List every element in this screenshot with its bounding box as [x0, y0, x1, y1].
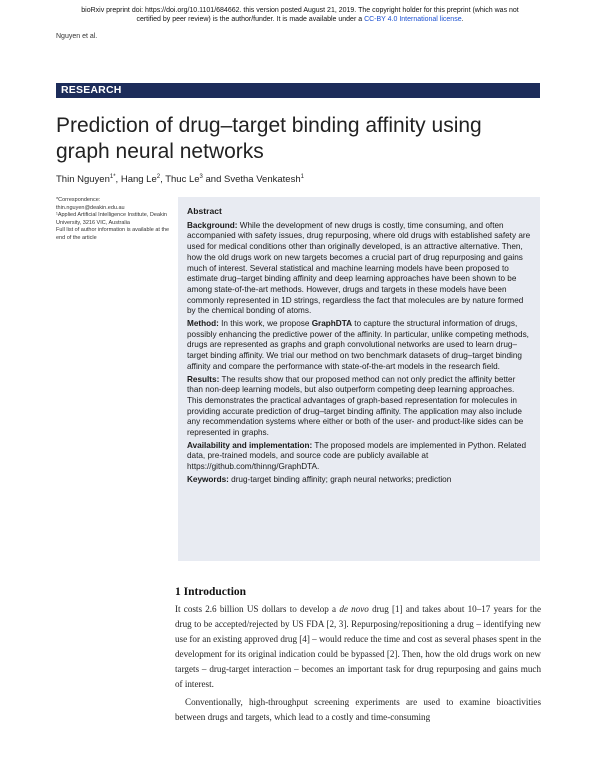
- correspondence-note: [56, 197, 174, 243]
- affiliation-text: ¹Applied Artificial Intelligence Institute, Deakin University, 3216 VIC, Australia: [56, 212, 167, 226]
- intro-paragraph: [175, 602, 541, 692]
- author-affiliation-mark: 2: [156, 174, 161, 180]
- preprint-line-2-text: certified by peer review) is the author/funder. It is made available under a: [136, 16, 365, 23]
- author-list: [56, 174, 304, 185]
- author-name: Hang Le: [120, 174, 157, 186]
- results-text: The results show that our proposed method can not only predict the affinity better than non-deep learning models, but also outperform competing deep learning approaches. This demonstrates the practical advantages of graph-based representation for molecules in providing accurate prediction of drug–target binding affinity. The application may also include any recommendation systems where either or both of the user- and product-like sides can be represented in graphs.: [187, 374, 524, 438]
- author-affiliation-mark: 1*: [109, 174, 116, 180]
- method-text-cont: to capture the structural information of drugs, possibly enhancing the predictive power of the affinity. In particular, unlike competing methods, drugs are represented as graphs and graph convolutional networks are used to learn drug–target binding affinity. We trial our method on two benchmark datasets of drug–target binding affinity and compare the performance with state-of-the-art models in the research field.: [187, 319, 529, 371]
- running-head: Nguyen et al.: [56, 33, 98, 40]
- background-label: Background:: [187, 220, 238, 230]
- abstract-availability: [187, 441, 531, 473]
- preprint-notice: [0, 6, 600, 24]
- abstract-results: [187, 375, 531, 439]
- intro-paragraph: Conventionally, high-throughput screening experiments are used to examine bioactivities between drugs and targets, which lead to a costly and time-consuming: [175, 697, 541, 722]
- keywords-text: drug-target binding affinity; graph neural networks; prediction: [228, 474, 452, 484]
- intro-italic: de novo: [339, 604, 369, 614]
- author-info-note: Full list of author information is available at the end of the article: [56, 227, 170, 241]
- abstract-box: [178, 197, 540, 561]
- preprint-line-2-end: .: [461, 16, 464, 23]
- keywords-label: Keywords:: [187, 474, 229, 484]
- author-separator: ,: [115, 174, 121, 186]
- author-name: Thin Nguyen: [56, 174, 110, 186]
- license-link[interactable]: CC-BY 4.0 International license: [364, 16, 462, 23]
- method-label: Method:: [187, 319, 219, 329]
- preprint-line-2: [0, 15, 600, 24]
- abstract-keywords: [187, 475, 531, 486]
- author-affiliation-mark: 3: [199, 174, 203, 180]
- section-label-bar: [56, 83, 540, 98]
- section-heading-introduction: 1 Introduction: [175, 586, 247, 598]
- abstract-heading: Abstract: [187, 206, 222, 216]
- section-label: RESEARCH: [61, 84, 122, 96]
- availability-text: The proposed models are implemented in Python. Related data, pre-trained models, and source code are publicly available at https://github.com/thinng/GraphDTA.: [187, 440, 527, 472]
- preprint-line-1: bioRxiv preprint doi: https://doi.org/10.1101/684662. this version posted August 21, 2019. The copyright holder for this preprint (which was not: [81, 7, 519, 14]
- author-name: Thuc Le: [165, 174, 200, 186]
- intro-text-cont: drug [1] and takes about 10–17 years for the drug to be accepted/rejected by US FDA [2, 3]. Repurposing/repositioning a drug – identifying new use for an existing approved drug [4] – would reduce the time and cost as several phases spent in the development for its original indication could be bypassed [2]. Then, how the old drugs work on new targets – drug-target interaction – becomes an important task for drug repurposing and gains much of interest.: [175, 604, 541, 689]
- abstract-background: [187, 221, 531, 317]
- introduction-body: [175, 602, 541, 725]
- abstract-method: [187, 319, 531, 373]
- method-text: In this work, we propose: [218, 319, 312, 329]
- author-separator: ,: [160, 174, 166, 186]
- background-text: While the development of new drugs is costly, time consuming, and often accompanied with safety issues, drug repurposing, where old drugs with established safety are used for medical conditions other than originally developed, is an attractive alternative. Then, how the old drugs work on new targets becomes a crucial part of drug repurposing and gains much of interest. Several statistical and machine learning models have been proposed to estimate drug–target binding affinity and deep learning approaches have been shown to be among state-of-the-art methods. However, drugs and targets in these models have been commonly represented in 1D strings, regardless the fact that molecules are by nature formed by the chemical bonding of atoms.: [187, 220, 531, 316]
- author-separator: and: [202, 174, 225, 186]
- correspondence-label: *Correspondence:: [56, 197, 101, 203]
- graphdta-name: GraphDTA: [311, 319, 353, 329]
- availability-label: Availability and implementation:: [187, 440, 313, 450]
- correspondence-email[interactable]: thin.nguyen@deakin.edu.au: [56, 204, 125, 211]
- abstract-content: [187, 206, 531, 488]
- author-name: Svetha Venkatesh: [224, 174, 301, 186]
- paper-title: Prediction of drug–target binding affinity using graph neural networks: [56, 114, 482, 163]
- author-affiliation-mark: 1: [300, 174, 304, 180]
- intro-text: It costs 2.6 billion US dollars to develop a: [175, 604, 340, 614]
- results-label: Results:: [187, 374, 220, 384]
